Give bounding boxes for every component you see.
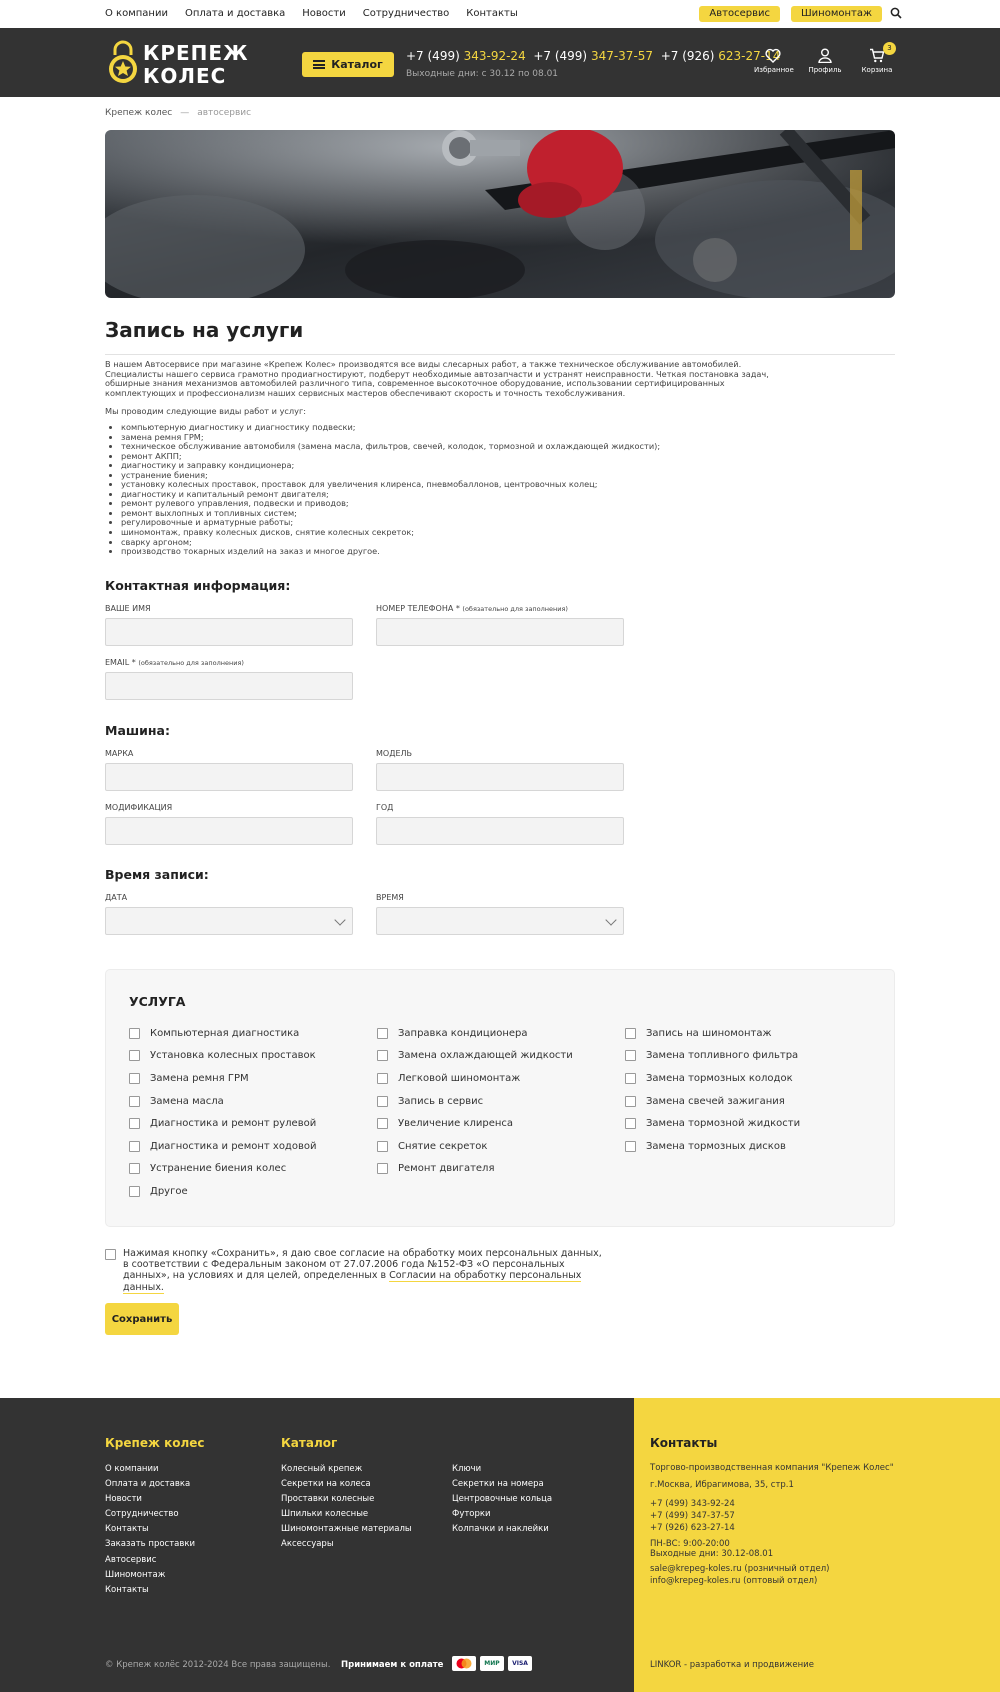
footer-contacts [634,1398,1000,1692]
list-item: • ремонт рулевого управления, подвески и приводов; [121,499,660,509]
service-option[interactable]: Замена масла [129,1090,316,1113]
footer-link[interactable]: Секретки на номера [452,1479,544,1490]
consent-link[interactable]: Согласии на обработку персональных данных. [123,1270,582,1293]
breadcrumb-home[interactable]: Крепеж колес [105,108,173,118]
phone-label: НОМЕР ТЕЛЕФОНА * (обязательно для заполнения) [376,604,568,613]
service-option[interactable]: Компьютерная диагностика [129,1022,316,1045]
breadcrumb-current: автосервис [197,108,252,118]
mir-icon: МИР [480,1656,504,1671]
footer-catalog-links [281,1462,412,1553]
footer-link[interactable]: Шиномонтаж [105,1569,166,1580]
service-option[interactable]: Замена ремня ГРМ [129,1067,316,1090]
footer-company-links [105,1462,195,1598]
checkbox[interactable] [625,1096,636,1107]
service-column-1 [129,1022,316,1203]
phone-2[interactable]: +7 (499) 347-37-57 [533,49,654,63]
footer-catalog-links-2 [452,1462,552,1537]
checkbox[interactable] [377,1073,388,1084]
checkbox[interactable] [129,1073,140,1084]
checkbox[interactable] [129,1118,140,1129]
list-item: • ремонт АКПП; [121,452,660,462]
service-option[interactable]: Замена охлаждающей жидкости [377,1045,573,1068]
save-button[interactable]: Сохранить [105,1303,179,1335]
phone-1[interactable]: +7 (499) 343-92-24 [406,49,526,63]
checkbox[interactable] [625,1050,636,1061]
checkbox[interactable] [625,1141,636,1152]
cart-button[interactable] [858,44,896,74]
time-section-title: Время записи: [105,867,209,882]
car-section-title: Машина: [105,723,170,738]
svg-text:КОЛЕС: КОЛЕС [143,64,227,87]
consent-row [105,1248,605,1293]
time-select[interactable] [376,907,624,935]
chevron-down-icon [334,914,345,925]
header [0,28,1000,97]
footer-link[interactable]: Проставки колесные [281,1494,375,1505]
checkbox[interactable] [377,1096,388,1107]
email-input[interactable] [105,672,353,700]
name-label: ВАШЕ ИМЯ [105,604,151,613]
cart-label: Корзина [861,66,893,74]
service-title: УСЛУГА [129,994,186,1009]
list-item: • установку колесных проставок, проставок для увеличения клиренса, пневмобаллонов, центровочных колец; [121,480,660,490]
top-link-about[interactable]: О компании [105,8,168,19]
service-option[interactable]: Замена тормозных колодок [625,1067,800,1090]
intro-services-lead: Мы проводим следующие виды работ и услуг: [105,406,307,416]
service-column-2 [377,1022,573,1180]
top-pills [699,6,882,22]
checkbox[interactable] [625,1073,636,1084]
top-nav [0,0,1000,28]
checkbox[interactable] [377,1028,388,1039]
modification-label: МОДИФИКАЦИЯ [105,803,173,812]
checkbox[interactable] [625,1028,636,1039]
cart-count-badge: 3 [883,42,896,55]
favorites-label: Избранное [754,66,794,74]
footer-contacts-title: Контакты [650,1436,718,1450]
title-divider [105,354,895,355]
service-option[interactable]: Запись на шиномонтаж [625,1022,800,1045]
top-link-news[interactable]: Новости [302,8,346,19]
checkbox[interactable] [377,1141,388,1152]
service-option[interactable]: Увеличение клиренса [377,1112,573,1135]
list-item: • диагностику и капитальный ремонт двигателя; [121,490,660,500]
payment-cards [452,1656,532,1671]
header-phones [406,49,780,63]
developer-credit[interactable]: LINKOR - разработка и продвижение [650,1660,814,1670]
list-item: • компьютерную диагностику и диагностику подвески; [121,423,660,433]
service-panel [105,969,895,1227]
footer-email[interactable]: sale@krepeg-koles.ru (розничный отдел) [650,1564,830,1574]
logo[interactable] [107,39,272,87]
list-item: • сварку аргоном; [121,538,660,548]
year-label: ГОД [376,803,394,812]
weekend-note: Выходные дни: с 30.12 по 08.01 [406,69,559,79]
footer-link[interactable]: Аксессуары [281,1539,334,1550]
footer-link[interactable]: Шпильки колесные [281,1509,369,1520]
modification-input[interactable] [105,817,353,845]
top-nav-links [105,8,518,19]
copyright: © Крепеж колёс 2012-2024 Все права защищены. [105,1660,331,1670]
list-item: • производство токарных изделий на заказ и многое другое. [121,547,660,557]
year-input[interactable] [376,817,624,845]
profile-icon [817,48,833,63]
model-input[interactable] [376,763,624,791]
footer-catalog-title: Каталог [281,1436,338,1450]
footer-link[interactable]: Секретки на колеса [281,1479,371,1490]
service-option[interactable]: Замена топливного фильтра [625,1045,800,1068]
checkbox[interactable] [129,1028,140,1039]
service-option[interactable]: Диагностика и ремонт рулевой [129,1112,316,1135]
footer-link[interactable]: Шиномонтажные материалы [281,1524,412,1535]
footer-link[interactable]: Колпачки и наклейки [452,1524,549,1535]
footer-phone[interactable]: +7 (499) 343-92-24 [650,1499,735,1509]
hero-image [105,130,895,298]
footer-link[interactable]: Центровочные кольца [452,1494,553,1505]
mastercard-icon [452,1656,476,1671]
list-item: • диагностику и заправку кондиционера; [121,461,660,471]
service-option[interactable]: Другое [129,1180,316,1203]
checkbox[interactable] [625,1118,636,1129]
footer-link[interactable]: Оплата и доставка [105,1479,191,1490]
top-link-contacts[interactable]: Контакты [466,8,518,19]
checkbox[interactable] [129,1186,140,1197]
chevron-down-icon [605,914,616,925]
breadcrumb [105,108,251,118]
footer-link[interactable]: Ключи [452,1464,482,1474]
page-title: Запись на услуги [105,318,304,342]
top-link-payment[interactable]: Оплата и доставка [184,8,286,19]
footer-company-title: Крепеж колес [105,1436,205,1450]
phone-input[interactable] [376,618,624,646]
service-option[interactable]: Заправка кондиционера [377,1022,573,1045]
catalog-label: Каталог [331,58,383,71]
date-label: ДАТА [105,893,128,902]
favorites-button[interactable] [754,48,792,74]
weekend-days: Выходные дни: 30.12-08.01 [650,1549,774,1559]
list-item: • регулировочные и арматурные работы; [121,518,660,528]
header-icons [754,44,896,74]
email-label: EMAIL * (обязательно для заполнения) [105,658,244,667]
date-select[interactable] [105,907,353,935]
work-hours: ПН-ВС: 9:00-20:00 [650,1539,730,1549]
list-item: • устранение биения; [121,471,660,481]
service-option[interactable]: Ремонт двигателя [377,1158,573,1181]
catalog-button[interactable] [302,52,394,77]
service-option[interactable]: Снятие секреток [377,1135,573,1158]
footer-link[interactable]: Колесный крепеж [281,1464,363,1474]
phone-3[interactable]: +7 (926) 623-27-14 [660,49,781,63]
checkbox[interactable] [129,1050,140,1061]
footer-link[interactable]: Автосервис [105,1554,157,1565]
checkbox[interactable] [377,1118,388,1129]
company-address: г.Москва, Ибрагимова, 35, стр.1 [650,1480,794,1490]
service-option[interactable]: Запись в сервис [377,1090,573,1113]
company-name: Торгово-производственная компания "Крепеж Колес" [650,1463,894,1473]
lock-wheel-icon [109,42,137,83]
brand-input[interactable] [105,763,353,791]
breadcrumb-sep: — [180,108,190,118]
service-option[interactable]: Устранение биения колес [129,1158,316,1181]
footer-link[interactable]: О компании [105,1464,159,1474]
list-item: • замена ремня ГРМ; [121,433,660,443]
menu-icon [313,60,325,69]
name-input[interactable] [105,618,353,646]
payment-label: Принимаем к оплате [341,1660,444,1670]
footer-link[interactable]: Контакты [105,1584,149,1595]
time-label: ВРЕМЯ [376,893,404,902]
footer [0,1398,634,1692]
footer-link[interactable]: Футорки [452,1509,491,1520]
service-option[interactable]: Замена свечей зажигания [625,1090,800,1113]
checkbox[interactable] [129,1163,140,1174]
heart-icon [765,48,781,63]
list-item: • шиномонтаж, правку колесных дисков, снятие колесных секреток; [121,528,660,538]
search-icon[interactable] [890,7,902,19]
footer-phone[interactable]: +7 (926) 623-27-14 [650,1523,735,1533]
model-label: МОДЕЛЬ [376,749,413,758]
footer-email[interactable]: info@krepeg-koles.ru (оптовый отдел) [650,1576,818,1586]
service-option[interactable]: Установка колесных проставок [129,1045,316,1068]
service-option[interactable]: Легковой шиномонтаж [377,1067,573,1090]
checkbox[interactable] [377,1163,388,1174]
services-list [121,423,660,557]
intro-text: В нашем Автосервисе при магазине «Крепеж Колес» производятся все виды слесарных работ, а также техническое обслуживание автомобилей. Специалисты нашего сервиса грамотно продиагностируют, подберут необходимые автозапчасти и устранят неисправности. Четкая постановка задач, обширные знания механизмов автомобилей различного типа, современное высокоточное оборудование, использовании сертифицированных комплектующих и профессионализм наших сервисных мастеров обеспечивают скорость и точность техобслуживания. [105,359,769,398]
service-option[interactable]: Диагностика и ремонт ходовой [129,1135,316,1158]
checkbox[interactable] [129,1096,140,1107]
service-option[interactable]: Замена тормозной жидкости [625,1112,800,1135]
top-link-partnership[interactable]: Сотрудничество [362,8,450,19]
footer-phone[interactable]: +7 (499) 347-37-57 [650,1511,735,1521]
checkbox[interactable] [129,1141,140,1152]
visa-icon: VISA [508,1656,532,1671]
list-item: • техническое обслуживание автомобиля (замена масла, фильтров, свечей, колодок, тормозной и охлаждающей жидкости); [121,442,660,452]
service-column-3 [625,1022,800,1158]
service-option[interactable]: Замена тормозных дисков [625,1135,800,1158]
profile-button[interactable] [806,48,844,74]
autoservice-pill[interactable]: Автосервис [699,6,780,22]
checkbox[interactable] [377,1050,388,1061]
contact-section-title: Контактная информация: [105,578,291,593]
tire-service-pill[interactable]: Шиномонтаж [791,6,882,22]
list-item: • ремонт выхлопных и топливных систем; [121,509,660,519]
consent-checkbox[interactable] [105,1249,116,1260]
footer-link[interactable]: Заказать проставки [105,1539,196,1550]
brand-label: МАРКА [105,749,134,758]
consent-text: Нажимая кнопку «Сохранить», я даю свое согласие на обработку моих персональных данных, в соответствии с Федеральным законом от 27.07.2006 года №152-ФЗ «О персональных данных», на условиях и для целей, определенных в Согласии на обработку персональных данных. [123,1248,602,1293]
footer-link[interactable]: Новости [105,1494,142,1505]
profile-label: Профиль [808,66,842,74]
svg-text:КРЕПЕЖ: КРЕПЕЖ [143,41,249,65]
footer-link[interactable]: Контакты [105,1524,149,1535]
footer-link[interactable]: Сотрудничество [105,1509,179,1520]
